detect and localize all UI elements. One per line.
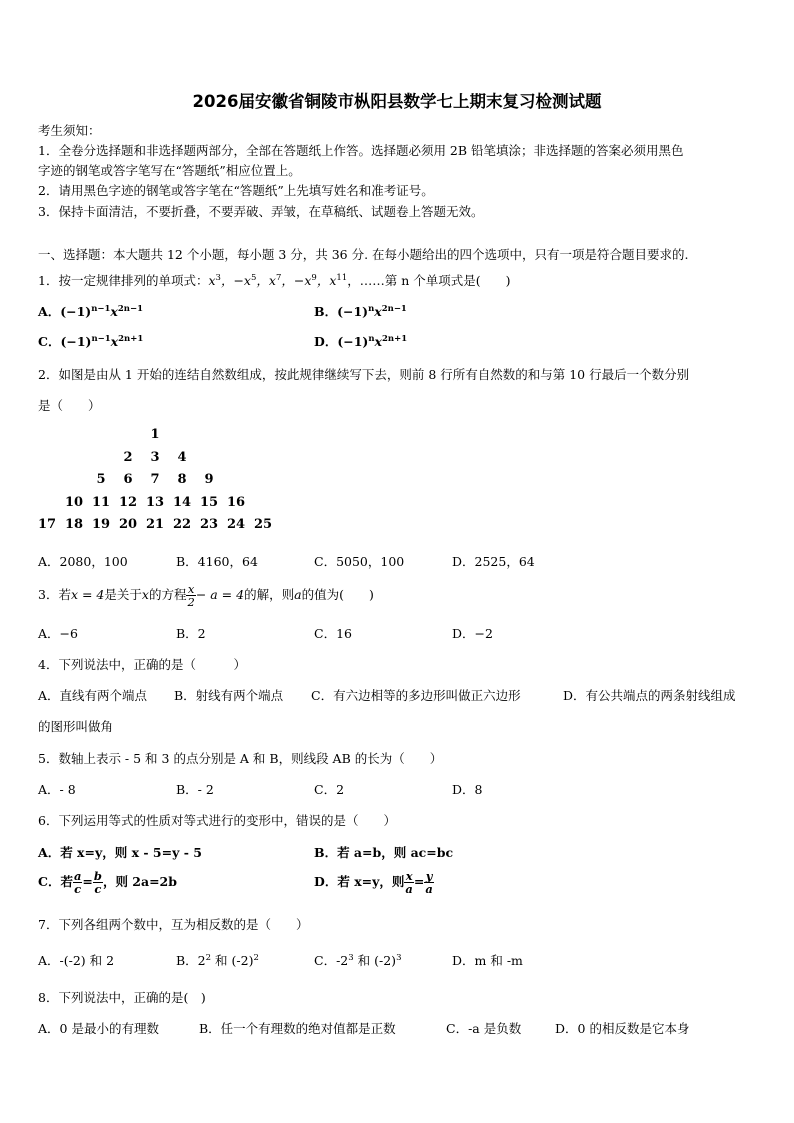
q8-option-c[interactable]: C．-a 是负数 xyxy=(446,1021,522,1036)
q1-option-c-var: x xyxy=(110,334,119,349)
q1-option-b[interactable] xyxy=(314,302,407,320)
q2-option-d[interactable]: D．2525，64 xyxy=(452,554,535,569)
q1-exp: 7 xyxy=(275,273,282,283)
q1-option-b-base: B．(−1) xyxy=(314,304,369,319)
q6-c-frac1 xyxy=(73,870,82,895)
q2-option-c[interactable]: C．5050，100 xyxy=(314,554,405,569)
triangle-number: 18 xyxy=(64,517,84,532)
question-1-stem xyxy=(38,271,511,289)
notice-item-1a: 1．全卷分选择题和非选择题两部分，全部在答题纸上作答。选择题必须用 2B 铅笔填涂；非选择题的答案必须用黑色 xyxy=(38,143,684,158)
q8-option-b[interactable]: B．任一个有理数的绝对值都是正数 xyxy=(199,1021,396,1036)
triangle-number: 14 xyxy=(172,494,192,510)
question-5-stem: 5．数轴上表示 - 5 和 3 的点分别是 A 和 B，则线段 AB 的长为（ ） xyxy=(38,751,443,766)
triangle-number: 1 xyxy=(150,427,160,442)
q3-var: x xyxy=(141,587,149,602)
q7-c-exp1: 3 xyxy=(348,953,354,963)
q3-frac-den: 2 xyxy=(187,595,195,609)
q6-option-c[interactable] xyxy=(38,868,177,896)
q1-option-d-exp2: 2n+1 xyxy=(381,334,408,344)
q7-c-exp2: 3 xyxy=(396,953,402,963)
triangle-number: 12 xyxy=(118,494,138,510)
question-3-stem xyxy=(38,582,374,608)
triangle-number: 5 xyxy=(96,472,106,487)
q1-option-d-base: D．(−1) xyxy=(314,334,369,349)
question-4-stem: 4．下列说法中，正确的是（ ） xyxy=(38,657,246,672)
q5-option-c[interactable]: C．2 xyxy=(314,782,345,797)
triangle-number: 7 xyxy=(150,472,160,487)
q4-option-d-continued: 的图形叫做角 xyxy=(38,719,114,734)
section-heading: 一、选择题：本大题共 12 个小题，每小题 3 分，共 36 分. 在每小题给出的四个选项中，只有一项是符合题目要求的. xyxy=(38,247,689,262)
q3-text: 的方程 xyxy=(148,587,187,602)
q1-option-b-var: x xyxy=(374,304,382,319)
q1-option-c-exp: n−1 xyxy=(91,334,111,344)
q1-exp: 5 xyxy=(250,273,257,283)
q6-c-frac2-den: c xyxy=(94,882,102,896)
question-7-stem: 7．下列各组两个数中，互为相反数的是（ ） xyxy=(38,917,309,932)
q5-option-b[interactable]: B．- 2 xyxy=(176,782,214,797)
q3-option-d[interactable]: D．−2 xyxy=(452,626,493,641)
q4-option-a[interactable]: A．直线有两个端点 xyxy=(38,688,148,703)
q6-c-post: ，则 2a=2b xyxy=(102,874,177,889)
notice-item-3: 3．保持卡面清洁，不要折叠，不要弄破、弄皱，在草稿纸、试题卷上答题无效。 xyxy=(38,204,484,219)
q1-exp: 3 xyxy=(215,273,221,283)
q6-d-frac2-num: y xyxy=(425,869,433,883)
q2-option-b[interactable]: B．4160，64 xyxy=(176,554,258,569)
q7-b-pre: B．2 xyxy=(176,953,206,968)
triangle-number: 20 xyxy=(118,517,138,532)
notice-item-1b: 字迹的钢笔或答字笔写在“答题纸”相应位置上。 xyxy=(38,163,301,178)
q1-term: ，−x xyxy=(220,273,251,288)
q3-text: 的解，则 xyxy=(244,587,295,602)
triangle-number: 22 xyxy=(172,517,192,532)
q6-d-eq: = xyxy=(413,874,425,889)
q1-option-d[interactable] xyxy=(314,332,407,350)
q8-option-a[interactable]: A．0 是最小的有理数 xyxy=(38,1021,159,1036)
triangle-number: 17 xyxy=(37,517,57,532)
question-8-stem: 8．下列说法中，正确的是( ) xyxy=(38,990,206,1005)
q3-a: a xyxy=(294,587,302,602)
q3-text: 3．若 xyxy=(38,587,71,602)
q1-option-a-exp: n−1 xyxy=(91,304,111,314)
q7-c-mid: 和 (-2) xyxy=(353,953,397,968)
q7-option-c[interactable] xyxy=(314,951,401,969)
q7-option-d[interactable]: D．m 和 -m xyxy=(452,953,523,968)
q6-c-frac2-num: b xyxy=(93,869,102,883)
q1-prefix: 1．按一定规律排列的单项式： xyxy=(38,273,209,288)
triangle-number: 15 xyxy=(199,494,219,510)
triangle-number: 13 xyxy=(145,494,165,510)
q6-d-pre: D．若 x=y，则 xyxy=(314,874,405,889)
q6-option-a[interactable]: A．若 x=y，则 x - 5=y - 5 xyxy=(38,845,202,860)
question-6-stem: 6．下列运用等式的性质对等式进行的变形中，错误的是（ ） xyxy=(38,813,396,828)
triangle-number: 10 xyxy=(64,494,84,510)
q3-fraction xyxy=(186,583,195,608)
q7-option-b[interactable] xyxy=(176,951,259,969)
q1-suffix: ，……第 n 个单项式是( ) xyxy=(347,273,511,288)
q6-d-frac1 xyxy=(404,870,413,895)
q1-option-d-var: x xyxy=(374,334,382,349)
q1-option-c-base: C．(−1) xyxy=(38,334,92,349)
q3-option-b[interactable]: B．2 xyxy=(176,626,206,641)
q3-condition: x = 4 xyxy=(70,587,105,602)
q1-option-b-exp: n xyxy=(368,304,375,314)
triangle-number: 24 xyxy=(226,517,246,532)
q1-option-c-exp2: 2n+1 xyxy=(118,334,144,344)
notice-heading: 考生须知： xyxy=(38,123,101,138)
q3-option-c[interactable]: C．16 xyxy=(314,626,352,641)
q7-b-mid: 和 (-2) xyxy=(211,953,254,968)
q1-option-a-var: x xyxy=(110,304,118,319)
q1-option-a-exp2: 2n−1 xyxy=(117,304,144,314)
notice-item-2: 2．请用黑色字迹的钢笔或答字笔在“答题纸”上先填写姓名和准考证号。 xyxy=(38,183,434,198)
q1-option-a[interactable] xyxy=(38,302,143,320)
q4-option-d[interactable]: D．有公共端点的两条射线组成 xyxy=(563,688,736,703)
q1-option-d-exp: n xyxy=(368,334,375,344)
q7-b-exp2: 2 xyxy=(253,953,259,963)
q1-term: ，x xyxy=(316,273,337,288)
q6-d-frac2 xyxy=(424,870,433,895)
q6-c-frac1-den: c xyxy=(74,882,82,896)
q6-option-d[interactable] xyxy=(314,868,434,896)
q6-d-frac2-den: a xyxy=(425,882,433,896)
q6-d-frac1-den: a xyxy=(405,882,413,896)
triangle-number: 2 xyxy=(123,449,133,465)
triangle-number: 4 xyxy=(177,449,187,465)
q6-c-pre: C．若 xyxy=(38,874,73,889)
q6-c-frac1-num: a xyxy=(73,869,82,883)
q5-option-a[interactable]: A．- 8 xyxy=(38,782,76,797)
triangle-number: 3 xyxy=(150,449,160,465)
q7-option-a[interactable]: A．-(-2) 和 2 xyxy=(38,953,115,968)
triangle-number: 9 xyxy=(204,472,214,487)
q6-c-frac2 xyxy=(93,870,103,895)
page-title: 2026届安徽省铜陵市枞阳县数学七上期末复习检测试题 xyxy=(192,92,602,111)
q6-c-eq: = xyxy=(82,874,93,889)
q3-option-a[interactable]: A．−6 xyxy=(38,626,78,641)
triangle-number: 25 xyxy=(253,517,273,532)
triangle-number: 16 xyxy=(226,494,246,510)
triangle-number: 21 xyxy=(145,517,165,532)
q5-option-d[interactable]: D．8 xyxy=(452,782,483,797)
question-2-stem-b: 是（ ） xyxy=(38,398,101,413)
q8-option-d[interactable]: D．0 的相反数是它本身 xyxy=(555,1021,690,1036)
q1-option-c[interactable] xyxy=(38,332,143,350)
q2-option-a[interactable]: A．2080，100 xyxy=(38,554,128,569)
q6-option-b[interactable]: B．若 a=b，则 ac=bc xyxy=(314,845,454,860)
triangle-number: 11 xyxy=(91,494,111,510)
q4-option-c[interactable]: C．有六边相等的多边形叫做正六边形 xyxy=(311,688,521,703)
q4-option-b[interactable]: B．射线有两个端点 xyxy=(174,688,284,703)
q1-exp: 9 xyxy=(311,273,317,283)
q1-option-a-base: A．(−1) xyxy=(38,304,92,319)
q1-term: ，x xyxy=(256,273,276,288)
question-2-stem-a: 2．如图是由从 1 开始的连结自然数组成，按此规律继续写下去，则前 8 行所有自然数的和与第 10 行最后一个数分别 xyxy=(38,367,690,382)
q7-b-exp1: 2 xyxy=(205,953,212,963)
q1-term: x xyxy=(208,273,216,288)
q1-exp: 11 xyxy=(336,273,348,283)
triangle-number: 19 xyxy=(91,517,111,532)
q3-eq-rest: − a = 4 xyxy=(195,587,245,602)
q6-d-frac1-num: x xyxy=(405,869,413,883)
q1-term: ，−x xyxy=(281,273,312,288)
triangle-number: 6 xyxy=(123,472,133,487)
q3-frac-num: x xyxy=(187,582,195,596)
q1-option-b-exp2: 2n−1 xyxy=(381,304,407,314)
triangle-number: 23 xyxy=(199,517,219,532)
q3-text: 是关于 xyxy=(104,587,142,602)
q7-c-pre: C．-2 xyxy=(314,953,349,968)
q3-text: 的值为( ) xyxy=(301,587,374,602)
triangle-number: 8 xyxy=(177,472,187,487)
